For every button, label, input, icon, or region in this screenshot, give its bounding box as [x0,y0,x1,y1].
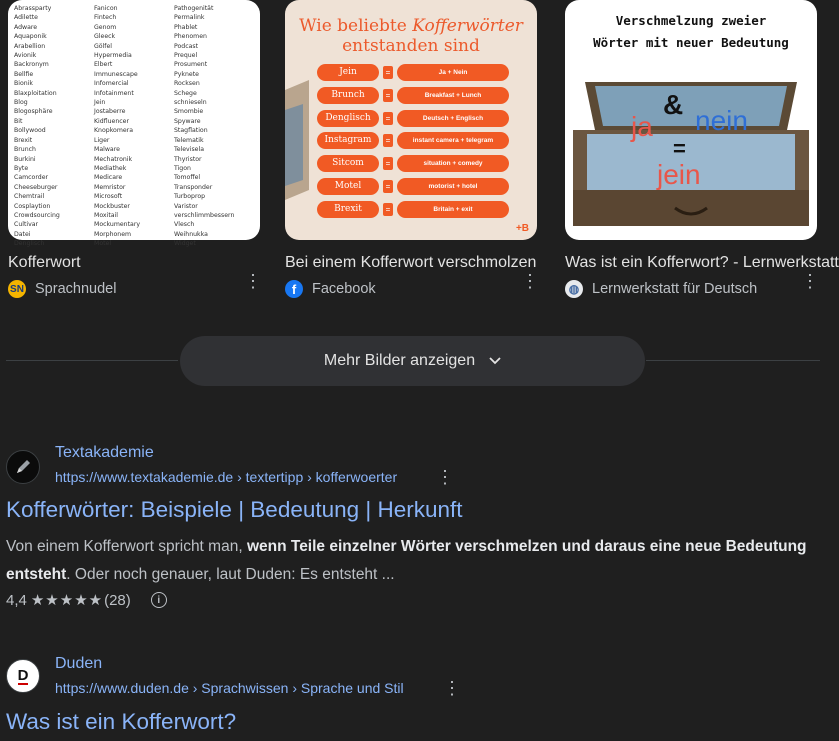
more-options-icon[interactable]: ⋮ [244,271,262,291]
equals-sign: = [383,89,393,102]
word-row [317,201,507,218]
word-row [317,132,507,149]
word-label: Denglisch [317,110,379,127]
snippet-pre: Von einem Kofferwort spricht man, [6,538,243,555]
word-item: Turboprop [174,193,206,201]
word-label: Brunch [317,87,379,104]
source-name: Lernwerkstatt für Deutsch [592,281,758,297]
pencil-icon[interactable] [6,450,40,484]
site-name[interactable]: Duden [55,655,103,672]
word-item: Bit [14,117,23,125]
word-item: Jein [94,99,106,107]
word-item: Tigon [174,164,191,172]
ampersand: & [663,89,684,120]
suitcase-illustration [565,70,817,240]
word-item: Mechatronik [94,155,133,163]
word-item: Genom [94,23,117,31]
word-item: Cultivar [14,221,39,229]
image-results [0,0,839,310]
rating-value: 4,4 [6,591,27,609]
word-item: Permalink [174,14,205,22]
word-row [317,87,507,104]
word-item: Liger [94,136,110,144]
word-item: Immunescape [94,70,138,78]
word-item: Abrassparty [14,5,52,12]
duden-letter: D [17,666,29,684]
more-images-button[interactable] [180,336,645,386]
word-item: Fintech [94,14,117,22]
snippet-bold: wenn Teile einzelner Wörter verschmelzen und daraus eine neue Bedeutung entsteht [6,538,807,583]
word-item: Malware [94,146,120,154]
info-icon[interactable]: i [151,592,167,608]
word-item: Gleeck [94,33,116,41]
word-item: Cosplaytion [14,202,51,210]
image-card-kofferwort[interactable] [8,0,268,298]
equals-sign: = [383,112,393,125]
word-item: Transponder [174,183,213,191]
word-ja: ja [631,111,653,142]
word-item: Blogosphäre [14,108,53,116]
word-item: Spyware [174,117,201,125]
thumbnail-suitcase[interactable] [565,0,817,240]
more-options-icon[interactable]: ⋮ [443,678,461,698]
word-origin: Ja + Nein [397,64,509,81]
word-item: schnieseln [174,99,207,107]
heading-line1: Verschmelzung zweier [615,13,767,28]
word-jein: jein [657,159,701,190]
image-source [285,280,545,298]
site-url[interactable]: https://www.textakademie.de › textertipp › kofferwoerter [55,469,398,485]
word-item: Podcast [174,42,199,50]
heading-line2: Wörter mit neuer Bedeutung [593,35,789,50]
suitcase-heading [565,0,817,54]
word-row [317,178,507,195]
divider-left [6,360,178,361]
word-label: Instagram [317,132,379,149]
site-url[interactable]: https://www.duden.de › Sprachwissen › Sprache und Stil [55,680,404,696]
word-item: Fanicon [94,5,118,12]
word-item: Elbert [94,61,113,69]
more-options-icon[interactable]: ⋮ [801,271,819,291]
source-name: Sprachnudel [35,281,117,297]
word-item: Chemtrail [14,193,45,201]
more-options-icon[interactable]: ⋮ [436,467,454,487]
chevron-down-icon [489,352,501,370]
duden-icon[interactable] [6,659,40,693]
rating-count: (28) [104,591,131,609]
word-row [317,110,507,127]
word-column [94,4,174,249]
word-label: Sitcom [317,155,379,172]
word-item: Morphonem [94,230,132,238]
divider-right [646,360,820,361]
heading-plain: Wie beliebte [299,16,407,36]
word-item: Prequel [174,52,198,60]
word-item: Cheeseburger [14,183,58,191]
equals-sign: = [383,180,393,193]
word-list [8,0,260,249]
result-snippet [6,533,821,589]
search-result-duden [6,655,826,741]
book-photo [285,80,309,200]
result-title[interactable]: Kofferwörter: Beispiele | Bedeutung | Herkunft [6,497,463,522]
image-title[interactable]: Was ist ein Kofferwort? - Lernwerkstatt [565,254,839,271]
thumbnail-word-list[interactable] [8,0,260,248]
site-name[interactable]: Textakademie [55,444,154,461]
word-item: Crowdsourcing [14,211,60,219]
word-row [317,64,507,81]
word-item: Widget [174,240,196,248]
word-item: Mediathek [94,164,127,172]
word-item: Gölfel [94,42,113,50]
word-item: verschlimmbessern [174,211,235,219]
word-item: Adware [14,23,38,31]
word-item: Stagflation [174,127,208,135]
word-item: Phablet [174,23,198,31]
word-item: Pathogenität [174,5,214,12]
word-origin: Deutsch + Englisch [397,110,509,127]
image-source [565,280,825,298]
word-column [14,4,94,249]
image-card-lernwerkstatt[interactable] [565,0,839,298]
word-column [174,4,254,249]
word-item: Blog [14,99,28,107]
word-item: Mockumentary [94,221,141,229]
word-item: Blaxploitation [14,89,57,97]
word-origin: Breakfast + Lunch [397,87,509,104]
word-item: Brunch [14,146,36,154]
source-name: Facebook [312,281,376,297]
equals-sign: = [383,157,393,170]
word-item: Burkini [14,155,36,163]
word-nein: nein [695,105,748,136]
word-item: Infotainment [94,89,134,97]
heading-line2: entstanden sind [342,36,480,56]
word-item: Byte [14,164,29,172]
word-item: Backronym [14,61,49,69]
word-item: Pyknete [174,70,199,78]
word-origin: Britain + exit [397,201,509,218]
word-item: Camcorder [14,174,49,182]
facebook-icon: f [285,280,303,298]
word-item: Mockbuster [94,202,130,210]
word-row [317,155,507,172]
image-card-facebook[interactable] [285,0,545,298]
word-item: Kidfluencer [94,117,130,125]
thumbnail-kofferwoerter-infographic[interactable] [285,0,537,240]
word-label: Motel [317,178,379,195]
word-origin: motorist + hotel [397,178,509,195]
heading-italic: Kofferwörter [412,16,523,36]
image-title[interactable]: Bei einem Kofferwort verschmolzen [285,254,537,271]
word-item: Infomercial [94,80,129,88]
word-item: Schege [174,89,197,97]
equals-sign: = [383,203,393,216]
snippet-post: . Oder noch genauer, laut Duden: Es entsteht ... [66,566,395,583]
star-rating-icon: ★★★★★ [30,592,104,609]
equals-sign: = [383,134,393,147]
result-title[interactable]: Was ist ein Kofferwort? [6,709,237,734]
word-item: Brexit [14,136,33,144]
word-item: Thyristor [174,155,202,163]
word-item: Arabellion [14,42,46,50]
equals-sign: = [383,66,393,79]
word-item: Medicare [94,174,123,182]
sprachnudel-icon: SN [8,280,26,298]
word-item: Avionik [14,52,37,60]
word-item: Knopkomera [94,127,134,135]
word-item: Hypermedia [94,52,132,60]
word-item: Jostaberre [94,108,126,116]
word-item: Rocksen [174,80,200,88]
word-item: Adilette [14,14,38,22]
word-origin: instant camera + telegram [397,132,509,149]
image-title[interactable]: Kofferwort [8,254,81,271]
image-source [8,280,268,298]
word-item: Memristor [94,183,126,191]
rating-row [6,591,167,609]
word-item: Datei [14,230,31,238]
word-item: Bollywood [14,127,46,135]
word-item: Moxitail [94,211,118,219]
brand-logo: +B [515,223,529,234]
word-item: Varistor [174,202,198,210]
word-item: Vlesch [174,221,195,229]
word-item: Telematik [174,136,204,144]
word-item: Denglisch [14,240,45,248]
word-item: Bellfie [14,70,34,78]
infographic-heading [285,0,537,56]
word-item: Smombie [174,108,204,116]
more-images-label: Mehr Bilder anzeigen [323,352,476,369]
word-item: Prosument [174,61,208,69]
word-item: Microsoft [94,193,123,201]
globe-icon: ◍ [565,280,583,298]
word-label: Brexit [317,201,379,218]
word-item: Televisela [174,146,204,154]
more-options-icon[interactable]: ⋮ [521,271,539,291]
word-item: Aquaponik [14,33,47,41]
word-item: Bionik [14,80,33,88]
word-label: Jein [317,64,379,81]
word-item: Weihnukka [174,230,208,238]
equals-sign: = [673,136,686,161]
word-origin: situation + comedy [397,155,509,172]
word-item: Tomoffel [174,174,201,182]
search-result-textakademie [6,444,826,619]
word-item: Motel [94,240,112,248]
word-item: Phenomen [174,33,207,41]
